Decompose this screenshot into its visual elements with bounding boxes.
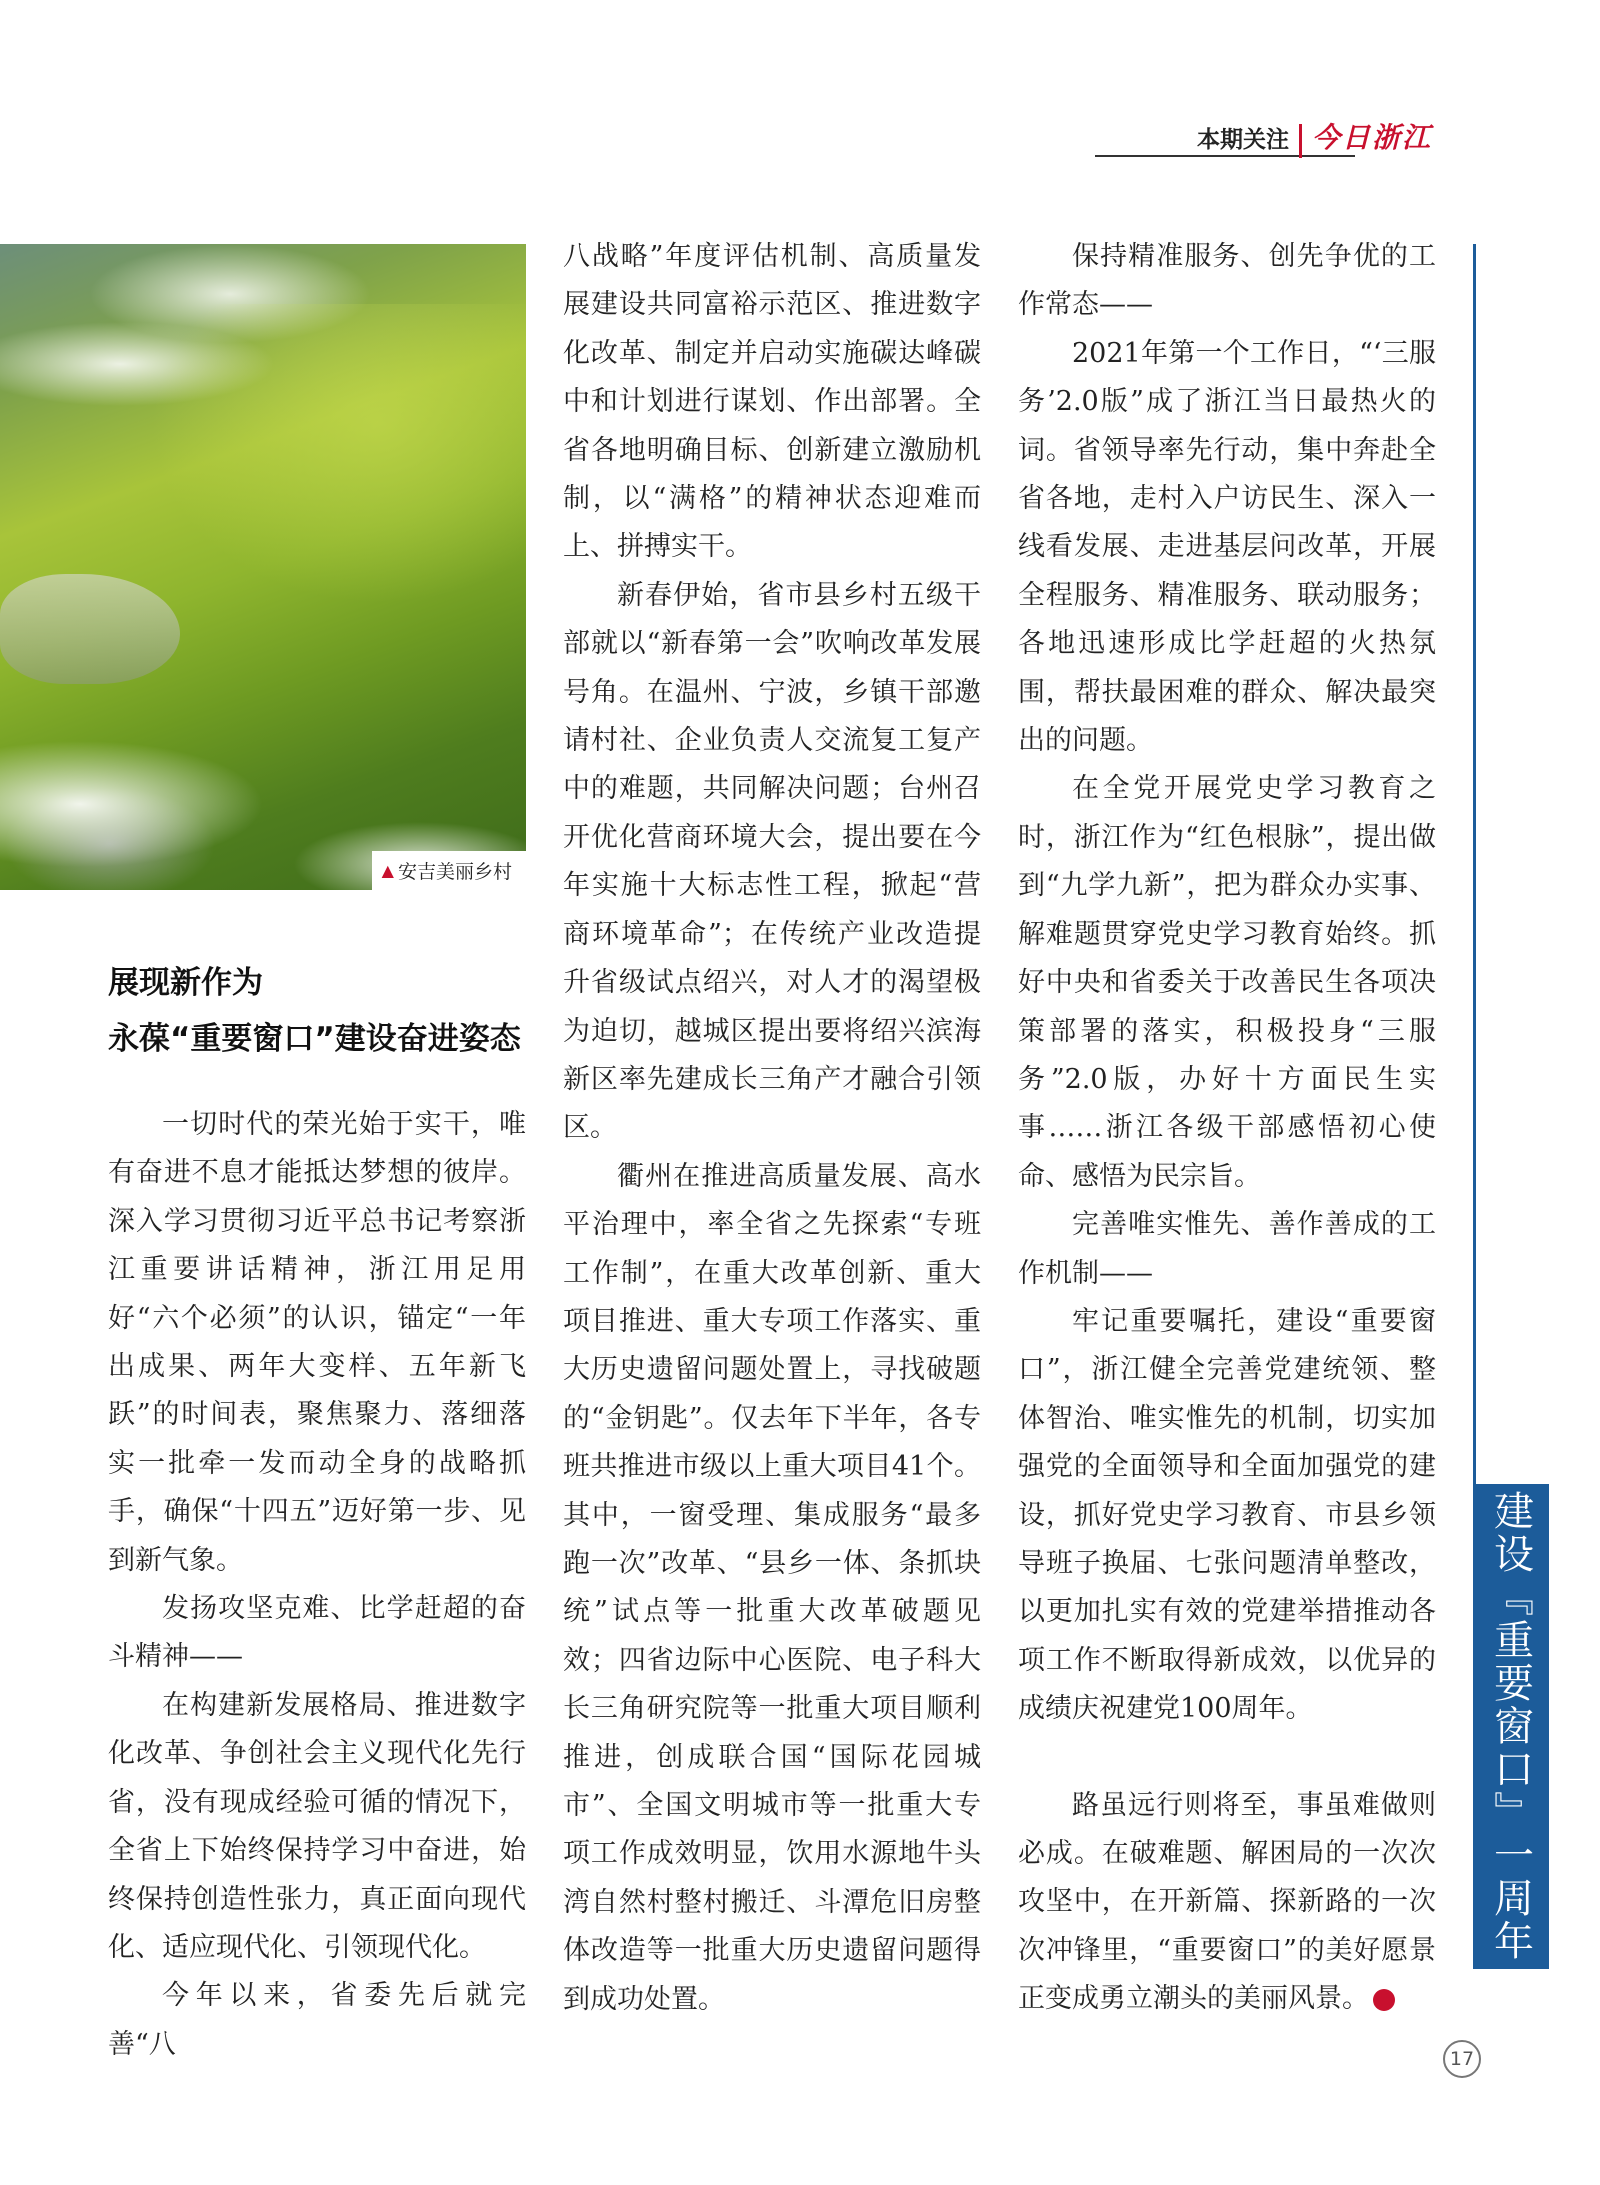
paragraph: 完善唯实惟先、善作善成的工作机制——: [1018, 1209, 1436, 1289]
paragraph: 一切时代的荣光始于实干，唯有奋进不息才能抵达梦想的彼岸。深入学习贯彻习近平总书记考察浙江重要讲话精神，浙江用足用好“六个必须”的认识，锚定“一年出成果、两年大变样、五年新飞跃”的时间表，聚焦聚力、落细落实一批牵一发而动全身的战略抓手，确保“十四五”迈好第一步、见到新气象。: [108, 1109, 526, 1576]
header-divider: [1299, 124, 1302, 158]
section-heading: [108, 955, 538, 1067]
paragraph: 在全党开展党史学习教育之时，浙江作为“红色根脉”，提出做到“九学九新”，把为群众办实事、解难题贯穿党史学习教育始终。抓好中央和省委关于改善民生各项决策部署的落实，积极投身“三服务”2.0版，办好十方面民生实事……浙江各级干部感悟初心使命、感悟为民宗旨。: [1018, 773, 1436, 1192]
paragraph: 新春伊始，省市县乡村五级干部就以“新春第一会”吹响改革发展号角。在温州、宁波，乡镇干部邀请村社、企业负责人交流复工复产中的难题，共同解决问题；台州召开优化营商环境大会，提出要在今年实施十大标志性工程，掀起“营商环境革命”；在传统产业改造提升省级试点绍兴，对人才的渴望极为迫切，越城区提出要将绍兴滨海新区率先建成长三角产才融合引领区。: [563, 579, 981, 1144]
paragraph: 保持精准服务、创先争优的工作常态——: [1018, 241, 1436, 321]
paragraph: 2021年第一个工作日，“‘三服务’2.0版”成了浙江当日最热火的词。省领导率先行动，集中奔赴全省各地，走村入户访民生、深入一线看发展、走进基层问改革，开展全程服务、精准服务、联动服务；各地迅速形成比学赶超的火热氛围，帮扶最困难的群众、解决最突出的问题。: [1018, 337, 1436, 757]
photo-caption: [372, 851, 526, 890]
paragraph: 牢记重要嘱托，建设“重要窗口”，浙江健全完善党建统领、整体智治、唯实惟先的机制，切实加强党的全面领导和全面加强党的建设，抓好党史学习教育、市县乡领导班子换届、七张问题清单整改，以更加扎实有效的党建举措推动各项工作不断取得新成效，以优异的成绩庆祝建党100周年。: [1018, 1305, 1436, 1725]
paragraph: 在构建新发展格局、推进数字化改革、争创社会主义现代化先行省，没有现成经验可循的情况下，全省上下始终保持学习中奋进，始终保持创造性张力，真正面向现代化、适应现代化、引领现代化。: [108, 1689, 526, 1963]
caption-triangle-icon: ▲: [381, 861, 394, 880]
paragraph: 八战略”年度评估机制、高质量发展建设共同富裕示范区、推进数字化改革、制定并启动实施碳达峰碳中和计划进行谋划、作出部署。全省各地明确目标、创新建立激励机制，以“满格”的精神状态迎难而上、拼搏实干。: [563, 241, 981, 563]
heading-line-2: 永葆“重要窗口”建设奋进姿态: [108, 1021, 521, 1057]
closing-text: 路虽远行则将至，事虽难做则必成。在破难题、解困局的一次次攻坚中，在开新篇、探新路的一次次冲锋里，“重要窗口”的美好愿景正变成勇立潮头的美丽风景。: [1018, 1789, 1436, 2015]
paragraph: 发扬攻坚克难、比学赶超的奋斗精神——: [108, 1593, 526, 1673]
magazine-logo: 今日浙江: [1311, 121, 1432, 154]
paragraph: 衢州在推进高质量发展、高水平治理中，率全省之先探索“专班工作制”，在重大改革创新、重大项目推进、重大专项工作落实、重大历史遗留问题处置上，寻找破题的“金钥匙”。仅去年下半年，各专班共推进市级以上重大项目41个。其中，一窗受理、集成服务“最多跑一次”改革、“县乡一体、条抓块统”试点等一批重大改革破题见效；四省边际中心医院、电子科大长三角研究院等一批重大项目顺利推进，创成联合国“国际花园城市”、全国文明城市等一批重大专项工作成效明显，饮用水源地牛头湾自然村整村搬迁、斗潭危旧房整体改造等一批重大历史遗留问题得到成功处置。: [563, 1160, 981, 2015]
paragraph: 今年以来，省委先后就完善“八: [108, 1980, 526, 2060]
text-column-1: [108, 1101, 526, 2069]
heading-line-1: 展现新作为: [108, 965, 263, 1001]
caption-text: 安吉美丽乡村: [397, 861, 512, 883]
section-title: 本期关注: [1196, 127, 1289, 153]
photo-ridge: [150, 304, 526, 604]
side-tab-text: 建设『重要窗口』一周年: [1487, 1490, 1534, 1963]
text-column-3: [1018, 233, 1436, 2024]
page-number: 17: [1443, 2040, 1481, 2078]
column-rule: [1473, 244, 1476, 1484]
page-header: [1197, 118, 1432, 158]
end-mark-icon: [1373, 1989, 1395, 2011]
side-tab: [1473, 1484, 1549, 1969]
village-photo: [0, 244, 526, 890]
text-column-2: [563, 233, 981, 2024]
closing-paragraph: [1018, 1782, 1436, 2024]
